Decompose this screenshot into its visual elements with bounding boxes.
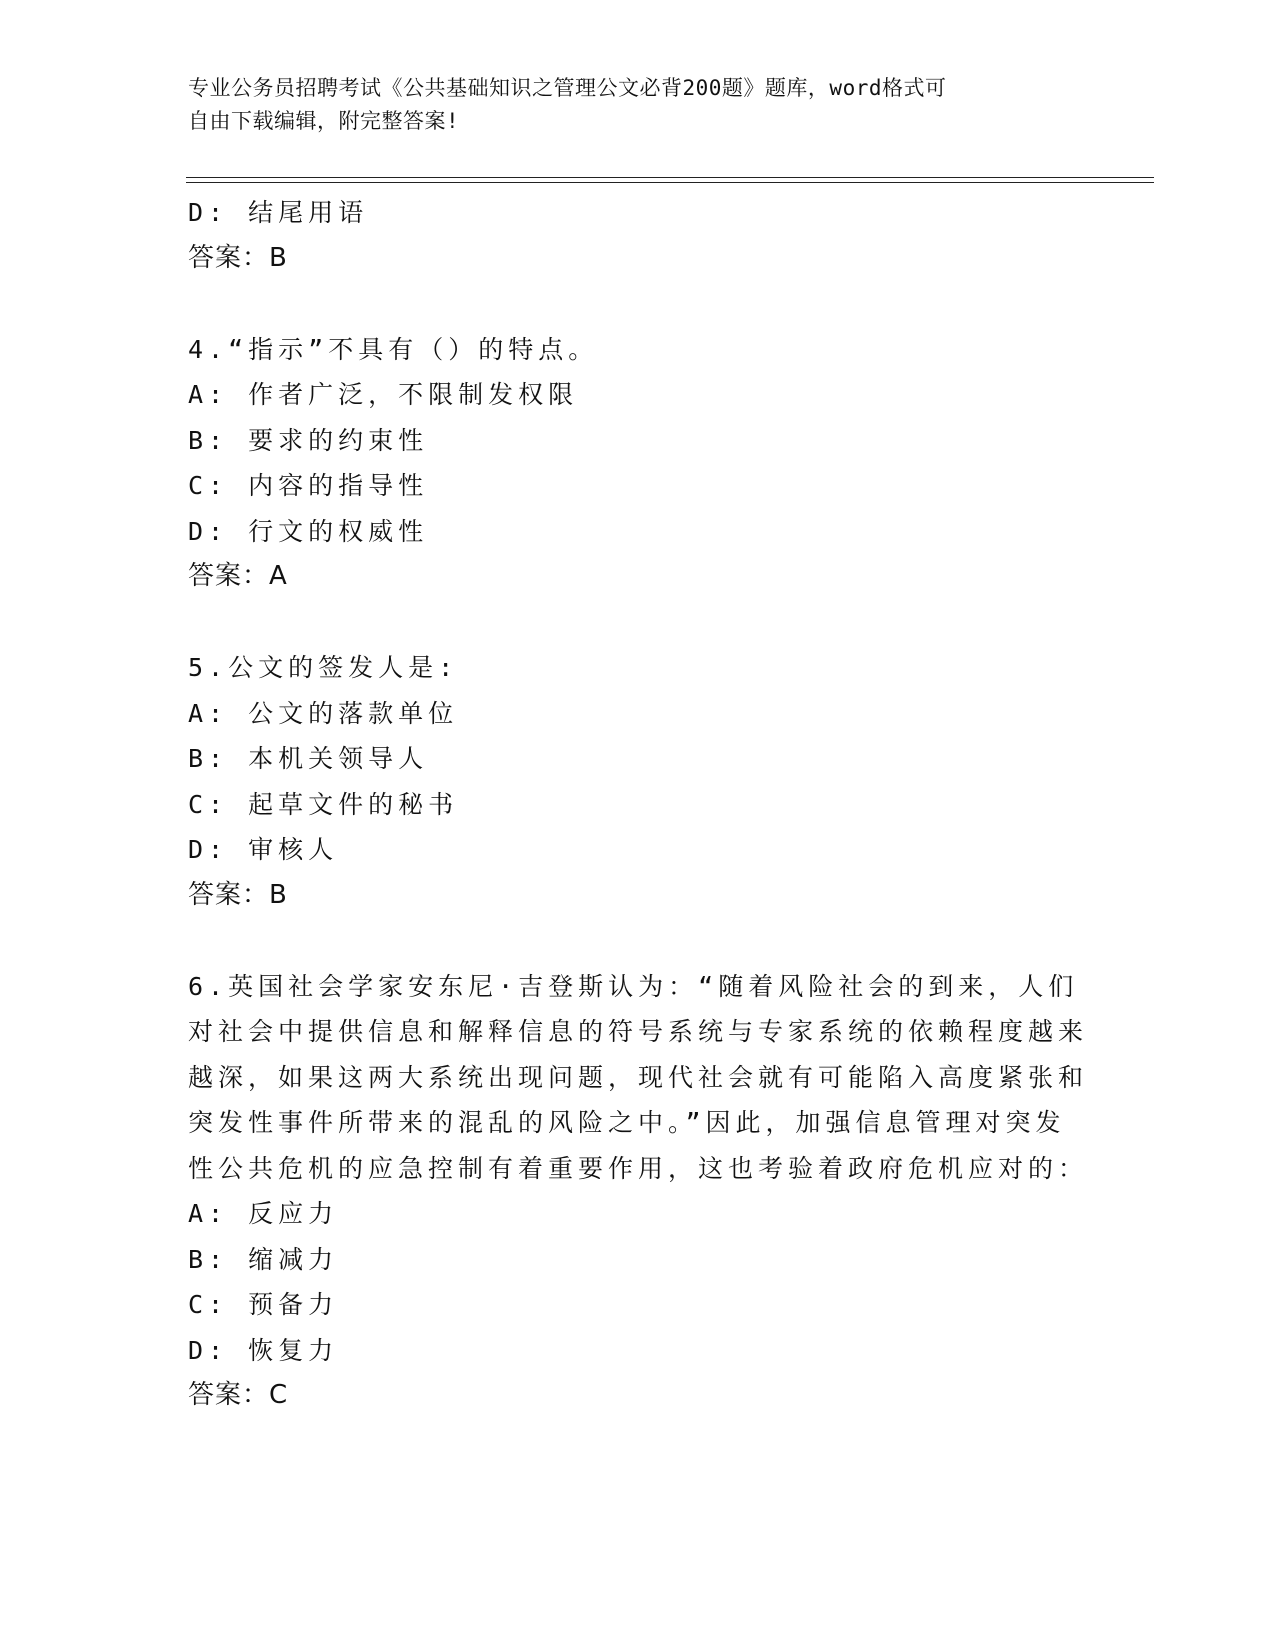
question-6-answer: 答案：C xyxy=(188,1380,289,1410)
question-5-option-a: A: 公文的落款单位 xyxy=(188,698,459,728)
document-header xyxy=(188,72,1068,138)
question-3-option-d: D: 结尾用语 xyxy=(188,198,369,227)
question-6-option-d: D: 恢复力 xyxy=(188,1335,339,1365)
question-4-option-c: C: 内容的指导性 xyxy=(188,471,429,500)
question-3-answer: 答案：B xyxy=(188,242,288,273)
question-6-option-c: C: 预备力 xyxy=(188,1290,339,1319)
question-4-option-a: A: 作者广泛，不限制发权限 xyxy=(188,380,579,409)
question-5-option-b: B: 本机关领导人 xyxy=(188,744,429,773)
question-4-answer: 答案：A xyxy=(188,561,288,591)
header-divider-top xyxy=(186,177,1154,178)
question-list xyxy=(188,190,1089,1419)
question-4-stem: 4.“指示”不具有（）的特点。 xyxy=(188,334,599,364)
header-divider-bottom xyxy=(186,182,1154,183)
question-6-stem-line-4: 突发性事件所带来的混乱的风险之中。”因此，加强信息管理对突发 xyxy=(188,1108,1066,1137)
spacer xyxy=(188,918,1068,964)
header-line-1: 专业公务员招聘考试《公共基础知识之管理公文必背200题》题库，word格式可 xyxy=(188,76,947,100)
question-4-option-b: B: 要求的约束性 xyxy=(188,425,429,455)
question-5-stem: 5.公文的签发人是: xyxy=(188,653,459,682)
header-line-2: 自由下载编辑，附完整答案! xyxy=(188,109,460,133)
question-5-option-d: D: 审核人 xyxy=(188,835,339,864)
question-6-stem-line-1: 6.英国社会学家安东尼·吉登斯认为：“随着风险社会的到来，人们 xyxy=(188,971,1079,1001)
question-5-option-c: C: 起草文件的秘书 xyxy=(188,789,459,819)
question-4-option-d: D: 行文的权威性 xyxy=(188,516,429,546)
question-5-answer: 答案：B xyxy=(188,879,288,910)
spacer xyxy=(188,281,1068,327)
question-6-option-a: A: 反应力 xyxy=(188,1199,339,1228)
spacer xyxy=(188,600,1068,646)
question-6-option-b: B: 缩减力 xyxy=(188,1244,339,1274)
question-6-stem-line-3: 越深，如果这两大系统出现问题，现代社会就有可能陷入高度紧张和 xyxy=(188,1062,1089,1092)
question-6-stem-line-5: 性公共危机的应急控制有着重要作用，这也考验着政府危机应对的： xyxy=(188,1153,1089,1183)
question-6-stem-line-2: 对社会中提供信息和解释信息的符号系统与专家系统的依赖程度越来 xyxy=(188,1017,1089,1046)
